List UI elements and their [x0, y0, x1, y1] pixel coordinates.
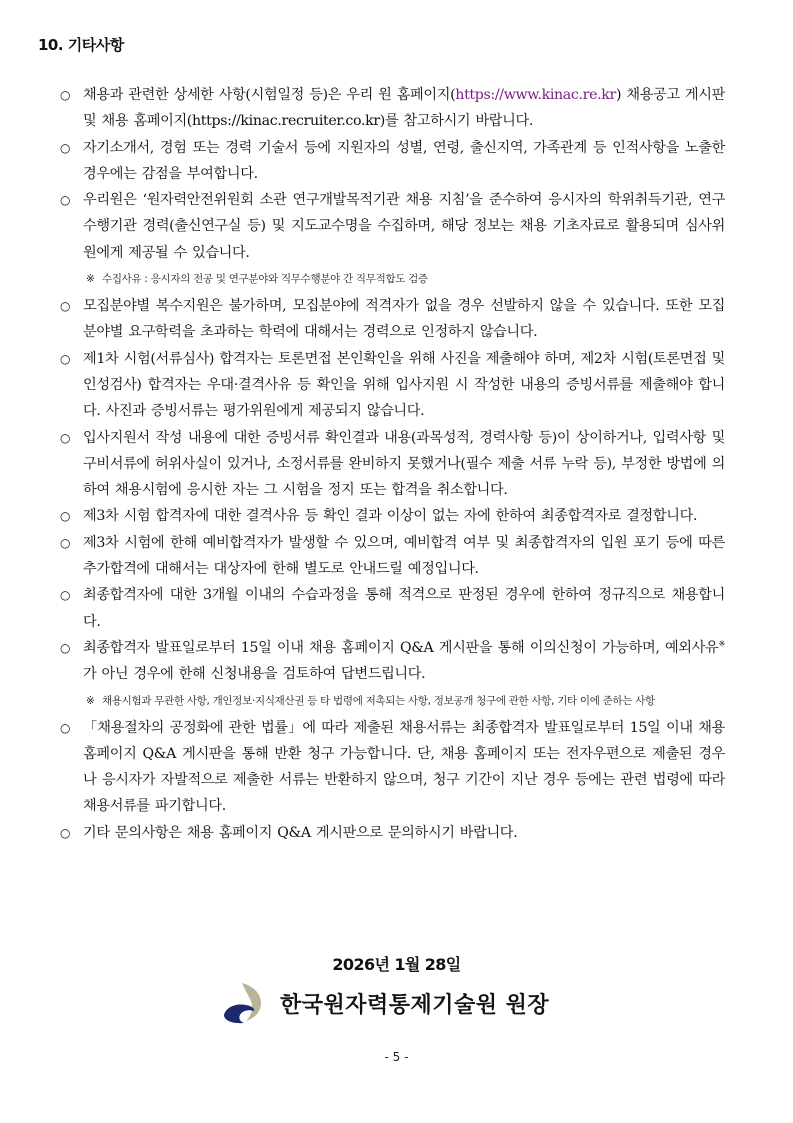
- bullet-icon: ○: [60, 299, 71, 314]
- note-mark-icon: ※: [86, 694, 95, 707]
- item-text: 제1차 시험(서류심사) 합격자는 토론면접 본인확인을 위해 사진을 제출해야 하며, 제2차 시험(토론면접 및 인성검사) 합격자는 우대·결격사유 등 확인을 위해 입사지원 시 작성한 내용의 증빙서류를 제출해야 합니다. 사진과 증빙서류는 평가위원에게 제공되지 않습니다.: [83, 350, 725, 420]
- announcement-date: 2026년 1월 28일: [332, 955, 461, 974]
- list-item-reserve-candidates: [60, 530, 725, 583]
- item-text: 제3차 시험에 한해 예비합격자가 발생할 수 있으며, 예비합격 여부 및 최종합격자의 입원 포기 등에 따른 추가합격에 대해서는 대상자에 한해 별도로 안내드릴 예정입니다.: [83, 534, 725, 578]
- list-item-homepage: [60, 82, 725, 135]
- bullet-icon: ○: [60, 430, 71, 445]
- list-item-document-return: [60, 715, 725, 820]
- bullet-icon: ○: [60, 825, 71, 840]
- list-item-final-decision: [60, 503, 725, 529]
- item-text: 우리원은 ‘원자력안전위원회 소관 연구개발목적기관 채용 지침’을 준수하여 응시자의 학위취득기관, 연구수행기관 경력(출신연구실 등) 및 지도교수명을 수집하며, 해당 정보는 채용 기초자료로 활용되며 심사위원에게 제공될 수 있습니다.: [83, 192, 725, 261]
- kinac-logo-icon: [222, 981, 270, 1025]
- list-item-disqualification: [60, 425, 725, 504]
- bullet-icon: ○: [60, 88, 71, 102]
- item-text: 모집분야별 복수지원은 불가하며, 모집분야에 적격자가 없을 경우 선발하지 않을 수 있습니다. 또한 모집분야별 요구학력을 초과하는 학력에 대해서는 경력으로 인정하지 않습니다.: [83, 298, 725, 341]
- list-item-multiple-application: [60, 293, 725, 346]
- bullet-icon: ○: [60, 193, 71, 208]
- footnote-mark: ※: [718, 639, 725, 649]
- bullet-icon: ○: [60, 509, 71, 524]
- item-text: 「채용절차의 공정화에 관한 법률」에 따라 제출된 채용서류는 최종합격자 발표일로부터 15일 이내 채용 홈페이지 Q&A 게시판을 통해 반환 청구 가능합니다. 단, 채용 홈페이지 또는 전자우편으로 제출된 경우나 응시자가 자발적으로 제출한 서류는 반환하지 않으며, 청구 기간이 지난 경우 등에는 관련 법령에 따라 채용서류를 파기합니다.: [83, 719, 725, 815]
- signature-block: [222, 980, 549, 1026]
- list-item-guideline: [60, 187, 725, 266]
- bullet-icon: ○: [60, 640, 71, 655]
- item-text: 제3차 시험 합격자에 대한 결격사유 등 확인 결과 이상이 없는 자에 한하여 최종합격자로 결정합니다.: [83, 508, 698, 525]
- note-text: 수집사유 : 응시자의 전공 및 연구분야와 직무수행분야 간 직무적합도 검증: [102, 273, 428, 286]
- homepage-link[interactable]: https://www.kinac.re.kr: [455, 87, 616, 103]
- bullet-icon: ○: [60, 588, 71, 603]
- list-item-objection: [60, 635, 725, 688]
- item-text: 자기소개서, 경험 또는 경력 기술서 등에 지원자의 성별, 연령, 출신지역, 가족관계 등 인적사항을 노출한 경우에는 감점을 부여합니다.: [83, 139, 725, 182]
- list-item-document-submission: [60, 346, 725, 425]
- section-title: 10. 기타사항: [38, 36, 124, 54]
- item-text: 최종합격자에 대한 3개월 이내의 수습과정을 통해 적격으로 판정된 경우에 한하여 정규직으로 채용합니다.: [83, 587, 725, 630]
- list-item-inquiry: [60, 820, 725, 846]
- item-list: [60, 82, 725, 846]
- note-collection-reason: [60, 268, 725, 290]
- bullet-icon: ○: [60, 720, 71, 735]
- page-number: - 5 -: [384, 1050, 409, 1064]
- note-text: 채용시험과 무관한 사항, 개인정보·지식재산권 등 타 법령에 저촉되는 사항, 정보공개 청구에 관한 사항, 기타 이에 준하는 사항: [102, 694, 655, 707]
- note-exceptions: [60, 690, 725, 712]
- item-text: 가 아닌 경우에 한해 신청내용을 검토하여 답변드립니다.: [83, 666, 426, 683]
- item-text: 입사지원서 작성 내용에 대한 증빙서류 확인결과 내용(과목성적, 경력사항 등)이 상이하거나, 입력사항 및 구비서류에 허위사실이 있거나, 소정서류를 완비하지 못했거나(필수 제출 서류 누락 등), 부정한 방법에 의하여 채용시험에 응시한 자는 그 시험을 정지 또는 합격을 취소합니다.: [83, 429, 725, 499]
- item-text: 채용과 관련한 상세한 사항(시험일정 등)은 우리 원 홈페이지(: [83, 87, 456, 103]
- list-item-personal-info: [60, 135, 725, 188]
- bullet-icon: ○: [60, 140, 71, 155]
- note-mark-icon: ※: [86, 273, 95, 286]
- item-text: 기타 문의사항은 채용 홈페이지 Q&A 게시판으로 문의하시기 바랍니다.: [83, 824, 518, 841]
- organization-signature: 한국원자력통제기술원 원장: [280, 992, 550, 1018]
- item-text: ) 채용공고 게시판 및 채용 홈페이지(https://kinac.recruiter.co.kr)를 참고하시기 바랍니다.: [83, 87, 725, 130]
- item-text: 최종합격자 발표일로부터 15일 이내 채용 홈페이지 Q&A 게시판을 통해 이의신청이 가능하며, 예외사유: [83, 639, 719, 656]
- bullet-icon: ○: [60, 535, 71, 550]
- list-item-probation: [60, 582, 725, 635]
- bullet-icon: ○: [60, 351, 71, 366]
